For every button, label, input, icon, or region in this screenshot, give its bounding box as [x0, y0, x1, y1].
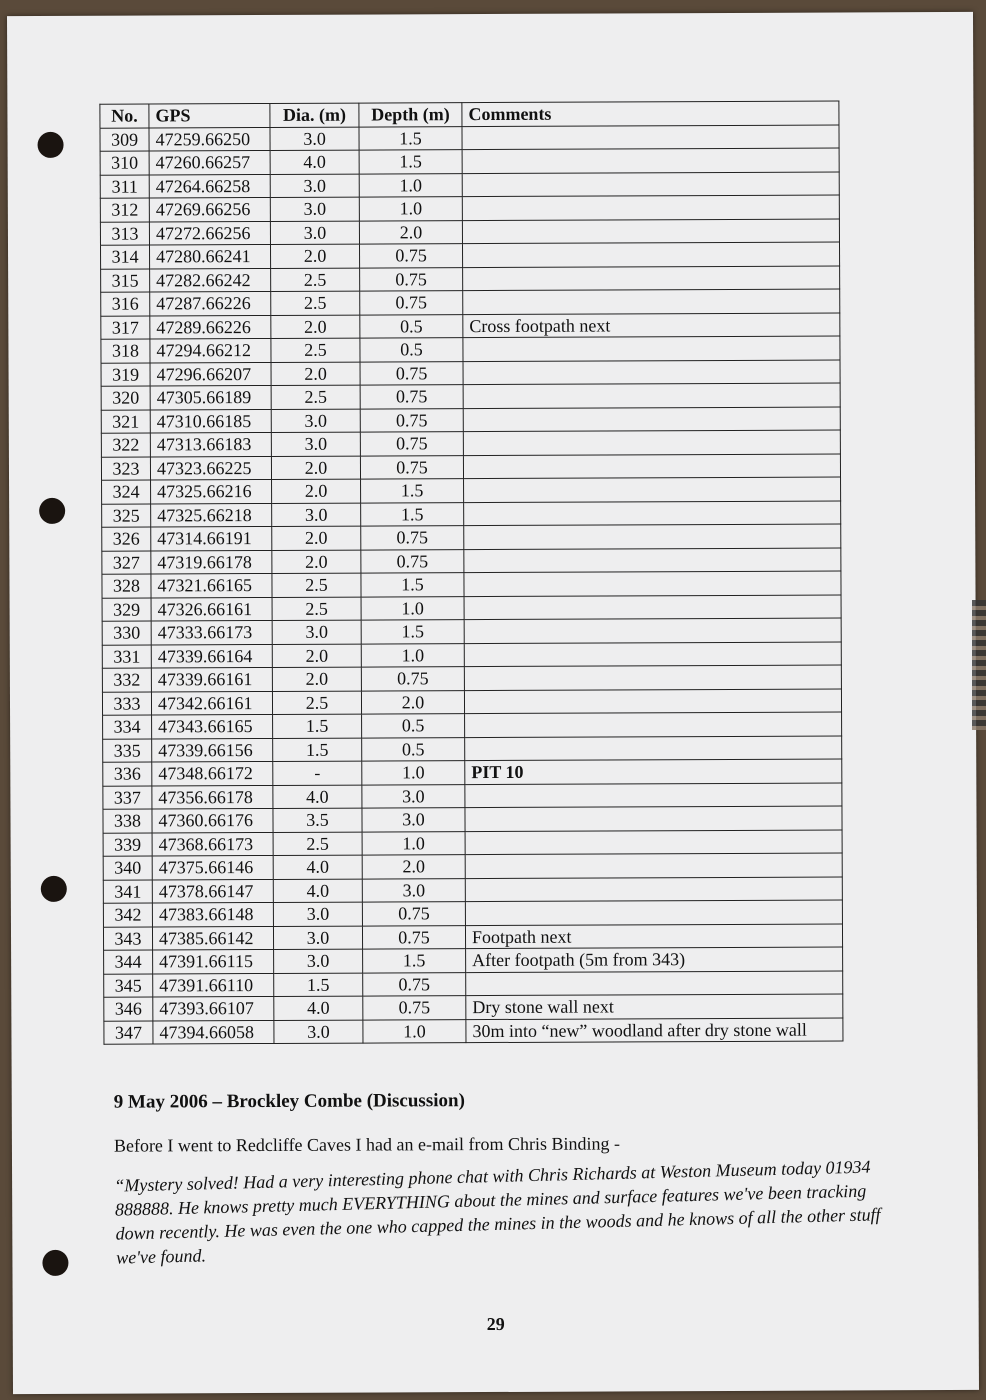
- row-diameter: 2.0: [271, 315, 360, 339]
- row-no: 332: [102, 668, 151, 692]
- row-no: 310: [100, 151, 149, 175]
- row-no: 324: [102, 480, 151, 504]
- row-no: 320: [101, 386, 150, 410]
- row-diameter: 1.5: [273, 714, 362, 738]
- row-gps: 47280.66241: [149, 244, 270, 268]
- row-comment: [463, 336, 840, 361]
- row-depth: 2.0: [359, 220, 462, 244]
- row-comment: [463, 453, 840, 478]
- row-diameter: 2.0: [272, 526, 361, 550]
- row-no: 318: [101, 339, 150, 363]
- table-row: [101, 430, 840, 457]
- row-no: 309: [100, 127, 149, 151]
- row-diameter: 2.0: [270, 244, 359, 268]
- row-gps: 47378.66147: [152, 879, 273, 903]
- row-gps: 47310.66185: [150, 409, 271, 433]
- row-depth: 1.0: [361, 596, 464, 620]
- row-gps: 47323.66225: [150, 456, 271, 480]
- row-depth: 1.5: [361, 479, 464, 503]
- row-depth: 1.5: [359, 150, 462, 174]
- row-diameter: 4.0: [273, 785, 362, 809]
- row-depth: 2.0: [362, 855, 465, 879]
- row-comment: [464, 665, 841, 690]
- row-gps: 47313.66183: [150, 432, 271, 456]
- row-diameter: 3.0: [274, 1020, 363, 1044]
- row-no: 330: [102, 621, 151, 645]
- table-row: [103, 806, 842, 833]
- row-comment: [464, 688, 841, 713]
- table-row: [100, 242, 839, 269]
- table-row: [100, 124, 839, 151]
- header-depth: Depth (m): [359, 103, 462, 127]
- row-depth: 1.0: [363, 1019, 466, 1043]
- row-depth: 1.0: [359, 197, 462, 221]
- row-diameter: 2.5: [271, 268, 360, 292]
- row-diameter: 3.0: [273, 926, 362, 950]
- table-row: [103, 712, 842, 739]
- table-row: [103, 759, 842, 786]
- row-gps: 47326.66161: [151, 597, 272, 621]
- row-no: 327: [102, 550, 151, 574]
- row-comment: [463, 289, 840, 314]
- table-row: [102, 665, 841, 692]
- row-depth: 0.5: [360, 314, 463, 338]
- table-row: [102, 477, 841, 504]
- row-no: 328: [102, 574, 151, 598]
- row-no: 319: [101, 362, 150, 386]
- table-row: [101, 289, 840, 316]
- row-no: 311: [100, 174, 149, 198]
- row-gps: 47287.66226: [150, 291, 271, 315]
- row-diameter: 2.5: [272, 597, 361, 621]
- row-diameter: 2.5: [272, 573, 361, 597]
- row-comment: [463, 383, 840, 408]
- row-comment: [463, 265, 840, 290]
- row-depth: 0.5: [362, 714, 465, 738]
- row-comment: [462, 242, 839, 267]
- row-gps: 47339.66161: [151, 667, 272, 691]
- table-row: [100, 171, 839, 198]
- row-gps: 47325.66218: [151, 503, 272, 527]
- background-lettering: [972, 600, 986, 730]
- row-comment: [465, 735, 842, 760]
- table-row: [103, 900, 842, 927]
- row-diameter: 3.5: [273, 808, 362, 832]
- row-no: 334: [103, 715, 152, 739]
- row-no: 340: [103, 856, 152, 880]
- row-depth: 1.0: [362, 761, 465, 785]
- row-gps: 47360.66176: [152, 808, 273, 832]
- row-depth: 0.75: [360, 291, 463, 315]
- table-row: [102, 571, 841, 598]
- email-quote: “Mystery solved! Had a very interesting phone chat with Chris Richards at Weston Museum today 01934 888888. He knows pretty much EVERYTHING about the mines and surface features we've been tracking down recently. He was even the one who capped the mines in the woods and he knows of all the other stuff we've found.: [114, 1156, 881, 1268]
- row-depth: 2.0: [361, 690, 464, 714]
- row-gps: 47259.66250: [149, 127, 270, 151]
- row-diameter: 3.0: [271, 432, 360, 456]
- row-gps: 47333.66173: [151, 620, 272, 644]
- row-diameter: 3.0: [270, 197, 359, 221]
- row-comment: After footpath (5m from 343): [466, 947, 843, 972]
- table-row: [103, 876, 842, 903]
- row-comment: [463, 430, 840, 455]
- row-gps: 47343.66165: [152, 714, 273, 738]
- row-depth: 0.75: [360, 455, 463, 479]
- row-no: 325: [102, 503, 151, 527]
- row-no: 313: [100, 221, 149, 245]
- table-row: [102, 688, 841, 715]
- row-comment: [462, 171, 839, 196]
- row-comment: [464, 594, 841, 619]
- row-no: 342: [103, 903, 152, 927]
- row-depth: 0.75: [359, 244, 462, 268]
- table-row: [104, 970, 843, 997]
- row-diameter: 3.0: [272, 620, 361, 644]
- row-depth: 1.5: [363, 949, 466, 973]
- row-gps: 47260.66257: [149, 150, 270, 174]
- row-gps: 47272.66256: [149, 221, 270, 245]
- row-comment: [465, 900, 842, 925]
- row-no: 338: [103, 809, 152, 833]
- row-gps: 47296.66207: [150, 362, 271, 386]
- row-gps: 47348.66172: [152, 761, 273, 785]
- punch-hole: [42, 1250, 68, 1276]
- row-diameter: 4.0: [273, 879, 362, 903]
- row-no: 331: [102, 644, 151, 668]
- row-gps: 47368.66173: [152, 832, 273, 856]
- row-comment: [462, 148, 839, 173]
- row-comment: [464, 641, 841, 666]
- table-row: [103, 923, 842, 950]
- row-diameter: 2.0: [272, 667, 361, 691]
- table-row: [103, 735, 842, 762]
- row-comment: PIT 10: [465, 759, 842, 784]
- row-no: 347: [104, 1020, 153, 1044]
- table-row: [104, 947, 843, 974]
- row-no: 329: [102, 597, 151, 621]
- row-gps: 47339.66164: [151, 644, 272, 668]
- header-gps: GPS: [149, 103, 270, 127]
- row-diameter: 2.5: [273, 832, 362, 856]
- row-diameter: 2.0: [272, 479, 361, 503]
- row-diameter: 2.5: [271, 385, 360, 409]
- row-no: 317: [101, 315, 150, 339]
- table-header-row: [100, 101, 839, 128]
- row-gps: 47264.66258: [149, 174, 270, 198]
- row-diameter: 2.0: [271, 456, 360, 480]
- shaft-survey-table: [99, 100, 843, 1044]
- punch-hole: [38, 132, 64, 158]
- row-gps: 47383.66148: [152, 902, 273, 926]
- row-depth: 0.75: [360, 361, 463, 385]
- row-gps: 47305.66189: [150, 385, 271, 409]
- row-gps: 47393.66107: [153, 996, 274, 1020]
- row-no: 339: [103, 832, 152, 856]
- row-gps: 47294.66212: [150, 338, 271, 362]
- row-comment: [463, 406, 840, 431]
- row-gps: 47319.66178: [151, 550, 272, 574]
- row-gps: 47391.66110: [153, 973, 274, 997]
- row-gps: 47321.66165: [151, 573, 272, 597]
- row-diameter: 2.5: [271, 338, 360, 362]
- table-row: [101, 265, 840, 292]
- row-comment: [462, 124, 839, 149]
- row-comment: [464, 524, 841, 549]
- row-diameter: 3.0: [270, 221, 359, 245]
- row-comment: [465, 853, 842, 878]
- row-no: 312: [100, 198, 149, 222]
- row-no: 333: [102, 691, 151, 715]
- table-row: [103, 829, 842, 856]
- table-row: [100, 195, 839, 222]
- table-row: [102, 547, 841, 574]
- intro-paragraph: Before I went to Redcliffe Caves I had an e-mail from Chris Binding -: [113, 1133, 620, 1156]
- row-diameter: 3.0: [273, 902, 362, 926]
- section-heading: 9 May 2006 – Brockley Combe (Discussion): [113, 1090, 465, 1113]
- row-diameter: 2.5: [272, 691, 361, 715]
- row-depth: 1.0: [359, 173, 462, 197]
- table-row: [100, 218, 839, 245]
- row-comment: [463, 359, 840, 384]
- page-number: 29: [486, 1313, 505, 1335]
- row-depth: 0.75: [361, 549, 464, 573]
- row-diameter: 3.0: [272, 503, 361, 527]
- row-comment: [465, 782, 842, 807]
- row-diameter: 2.5: [271, 291, 360, 315]
- row-comment: [462, 195, 839, 220]
- row-diameter: 3.0: [270, 127, 359, 151]
- row-comment: 30m into “new” woodland after dry stone wall: [466, 1017, 843, 1042]
- row-no: 337: [103, 785, 152, 809]
- table-row: [103, 782, 842, 809]
- row-depth: 3.0: [362, 784, 465, 808]
- row-gps: 47375.66146: [152, 855, 273, 879]
- row-depth: 0.75: [362, 902, 465, 926]
- row-no: 344: [104, 950, 153, 974]
- table-row: [102, 500, 841, 527]
- table-row: [101, 406, 840, 433]
- row-comment: [466, 970, 843, 995]
- row-depth: 1.5: [359, 126, 462, 150]
- row-depth: 3.0: [362, 878, 465, 902]
- table-row: [101, 312, 840, 339]
- row-depth: 0.75: [361, 526, 464, 550]
- row-no: 323: [101, 456, 150, 480]
- row-depth: 0.5: [360, 338, 463, 362]
- row-depth: 0.75: [360, 385, 463, 409]
- row-depth: 1.5: [361, 502, 464, 526]
- row-gps: 47289.66226: [150, 315, 271, 339]
- row-comment: [464, 500, 841, 525]
- row-gps: 47282.66242: [150, 268, 271, 292]
- row-gps: 47394.66058: [153, 1020, 274, 1044]
- row-no: 316: [101, 292, 150, 316]
- row-gps: 47269.66256: [149, 197, 270, 221]
- table-row: [102, 594, 841, 621]
- row-depth: 1.5: [361, 620, 464, 644]
- row-comment: [465, 829, 842, 854]
- table-row: [102, 524, 841, 551]
- row-depth: 0.5: [362, 737, 465, 761]
- row-gps: 47385.66142: [152, 926, 273, 950]
- row-comment: [464, 477, 841, 502]
- row-no: 341: [103, 879, 152, 903]
- row-diameter: 2.0: [271, 362, 360, 386]
- row-depth: 0.75: [360, 408, 463, 432]
- table-row: [103, 853, 842, 880]
- row-depth: 0.75: [362, 925, 465, 949]
- row-no: 315: [101, 268, 150, 292]
- row-comment: Dry stone wall next: [466, 994, 843, 1019]
- row-no: 322: [101, 433, 150, 457]
- row-depth: 1.0: [362, 831, 465, 855]
- row-no: 343: [103, 926, 152, 950]
- table-row: [101, 383, 840, 410]
- table-row: [101, 359, 840, 386]
- table-row: [104, 1017, 843, 1044]
- row-diameter: 2.0: [272, 644, 361, 668]
- row-no: 345: [104, 973, 153, 997]
- row-depth: 0.75: [363, 972, 466, 996]
- row-gps: 47342.66161: [151, 691, 272, 715]
- row-comment: Cross footpath next: [463, 312, 840, 337]
- row-depth: 0.75: [360, 267, 463, 291]
- document-page: [7, 12, 979, 1394]
- table-row: [101, 336, 840, 363]
- punch-hole: [39, 498, 65, 524]
- row-no: 326: [102, 527, 151, 551]
- row-depth: 0.75: [361, 667, 464, 691]
- header-no: No.: [100, 104, 149, 128]
- header-diameter: Dia. (m): [270, 103, 359, 127]
- row-no: 336: [103, 762, 152, 786]
- row-comment: [464, 547, 841, 572]
- table-row: [102, 618, 841, 645]
- table-row: [101, 453, 840, 480]
- punch-hole: [41, 876, 67, 902]
- header-comments: Comments: [462, 101, 839, 126]
- row-depth: 1.0: [361, 643, 464, 667]
- row-comment: [465, 876, 842, 901]
- row-diameter: 1.5: [273, 738, 362, 762]
- row-diameter: 4.0: [270, 150, 359, 174]
- row-no: 314: [100, 245, 149, 269]
- row-comment: [462, 218, 839, 243]
- row-depth: 3.0: [362, 808, 465, 832]
- row-diameter: 3.0: [271, 409, 360, 433]
- row-diameter: 4.0: [273, 855, 362, 879]
- row-comment: [465, 806, 842, 831]
- row-diameter: 4.0: [274, 996, 363, 1020]
- row-gps: 47391.66115: [153, 949, 274, 973]
- row-gps: 47339.66156: [152, 738, 273, 762]
- table-body: [100, 124, 843, 1044]
- row-comment: Footpath next: [465, 923, 842, 948]
- row-gps: 47325.66216: [151, 479, 272, 503]
- table-row: [104, 994, 843, 1021]
- row-depth: 0.75: [363, 996, 466, 1020]
- row-diameter: 1.5: [274, 973, 363, 997]
- row-no: 335: [103, 738, 152, 762]
- row-comment: [465, 712, 842, 737]
- row-depth: 0.75: [360, 432, 463, 456]
- row-comment: [464, 618, 841, 643]
- row-gps: 47314.66191: [151, 526, 272, 550]
- row-diameter: 3.0: [270, 174, 359, 198]
- table-row: [100, 148, 839, 175]
- row-depth: 1.5: [361, 573, 464, 597]
- row-no: 346: [104, 997, 153, 1021]
- row-diameter: -: [273, 761, 362, 785]
- row-diameter: 2.0: [272, 550, 361, 574]
- row-no: 321: [101, 409, 150, 433]
- row-gps: 47356.66178: [152, 785, 273, 809]
- row-diameter: 3.0: [274, 949, 363, 973]
- row-comment: [464, 571, 841, 596]
- table-row: [102, 641, 841, 668]
